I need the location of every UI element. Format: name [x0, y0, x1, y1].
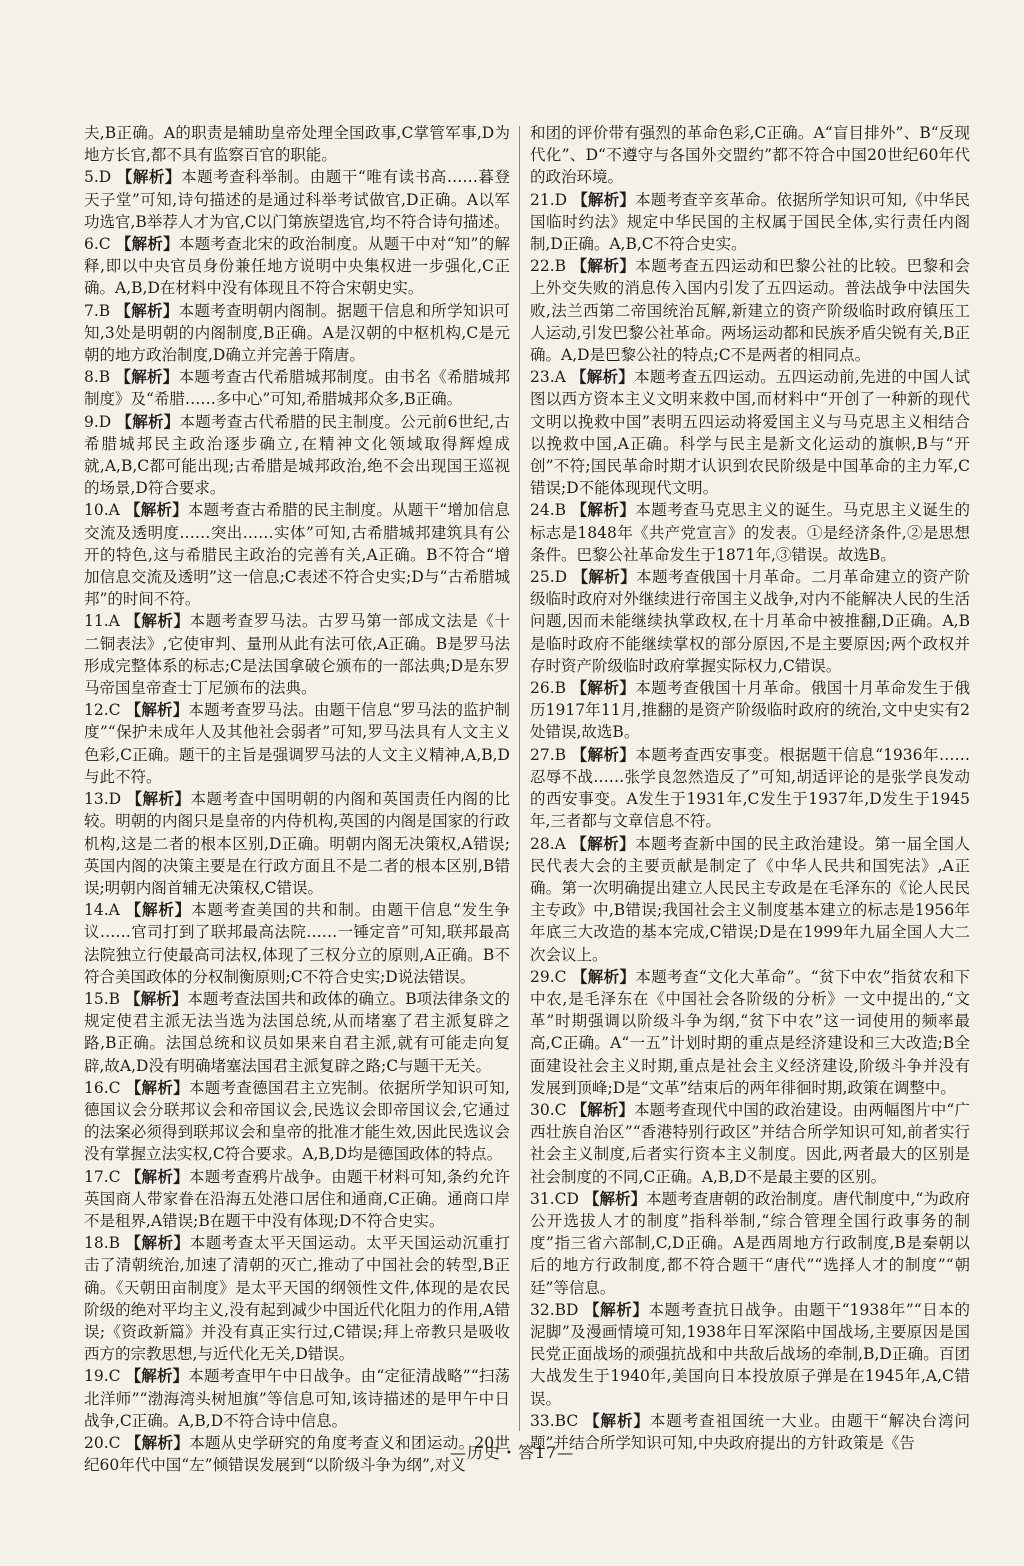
analysis-tag: 【解析】 — [571, 1099, 635, 1119]
column-divider — [519, 126, 520, 1431]
answer-text: 本题考查鸦片战争。由题干材料可知,条约允许英国商人带家眷在沿海五处港口居住和通商,C正确。通商口岸不是租界,A错误;B在题干中没有体现;D不符合史实。 — [84, 1167, 510, 1230]
analysis-tag: 【解析】 — [571, 256, 636, 276]
answer-number: 5.D — [84, 168, 112, 187]
answer-item — [530, 1099, 970, 1188]
analysis-tag: 【解析】 — [124, 500, 188, 520]
analysis-tag: 【解析】 — [571, 367, 635, 387]
answer-number: 16.C — [84, 1078, 121, 1097]
answer-number: 25.D — [530, 568, 568, 587]
analysis-tag: 【解析】 — [116, 411, 180, 431]
answer-text: 本题考查古代希腊城邦制度。由书名《希腊城邦制度》及“希腊……多中心”可知,希腊城邦众多,B正确。 — [84, 368, 510, 409]
answer-item — [84, 233, 510, 300]
page-footer: —历史・答17— — [449, 1443, 575, 1462]
analysis-tag: 【解析】 — [571, 500, 636, 520]
analysis-tag: 【解析】 — [571, 744, 636, 764]
answer-item — [84, 300, 510, 367]
answer-item — [84, 899, 510, 988]
analysis-tag: 【解析】 — [571, 966, 636, 986]
answer-item — [530, 189, 970, 256]
analysis-tag: 【解析】 — [571, 833, 636, 853]
analysis-tag: 【解析】 — [125, 1366, 189, 1386]
analysis-tag: 【解析】 — [572, 189, 636, 209]
analysis-tag: 【解析】 — [125, 988, 188, 1008]
analysis-tag: 【解析】 — [115, 300, 179, 320]
analysis-tag: 【解析】 — [126, 789, 191, 809]
answer-item — [84, 1232, 510, 1365]
answer-text: 夫,B正确。A的职责是辅助皇帝处理全国政事,C掌管军事,D为地方长官,都不具有监察百官的职能。 — [84, 124, 510, 165]
answer-number: 8.B — [84, 368, 111, 387]
answer-text: 本题考查中国明朝的内阁和英国责任内阁的比较。明朝的内阁只是皇帝的内侍机构,英国的内阁是国家的行政机构,这是二者的根本区别,D正确。明朝内阁无决策权,A错误;英国内阁的决策主要是在行政方面且不是二者的根本区别,B错误;明朝内阁首辅无决策权,C错误。 — [84, 790, 510, 897]
answer-text: 本题考查古希腊的民主制度。从题干“增加信息交流及透明度……突出……实体”可知,古希腊城邦建筑具有公开的特色,这与希腊民主政治的完善有关,A正确。B不符合“增加信息交流及透明”这一信息;C表述不符合史实;D与“古希腊城邦”的时间不符。 — [84, 501, 510, 609]
answer-number: 15.B — [84, 989, 121, 1008]
analysis-tag: 【解析】 — [116, 167, 182, 187]
answer-item — [84, 122, 510, 166]
answer-number: 6.C — [84, 235, 111, 254]
answer-number: 13.D — [84, 790, 122, 809]
answer-number: 31.CD — [530, 1189, 579, 1208]
answer-text: 本题考查马克思主义的诞生。马克思主义诞生的标志是1848年《共产党宣言》的发表。①是经济条件,②是思想条件。巴黎公社革命发生于1871年,③错误。故选B。 — [530, 501, 970, 564]
answer-number: 9.D — [84, 412, 112, 431]
answer-text: 本题考查美国的共和制。由题干信息“发生争议……官司打到了联邦最高法院……一锤定音”可知,联邦最高法院独立行使最高司法权,体现了三权分立的原则,A正确。B不符合美国政体的分权制衡原则;C不符合史实;D说法错误。 — [84, 901, 510, 986]
answer-text: 本题考查太平天国运动。太平天国运动沉重打击了清朝统治,加速了清朝的灭亡,推动了中国社会的转型,B正确。《天朝田亩制度》是太平天国的纲领性文件,体现的是农民阶级的绝对平均主义,没有起到减少中国近代化阻力的作用,A错误;《资政新篇》并没有真正实行过,C错误;拜上帝教只是吸收西方的宗教思想,与近代化无关,D错误。 — [84, 1234, 510, 1364]
answer-item — [84, 988, 510, 1077]
answer-item — [84, 1365, 510, 1432]
answer-text: 本题考查明朝内阁制。据题干信息和所学知识可知,3处是明朝的内阁制度,B正确。A是汉朝的中枢机构,C是元朝的地方政治制度,D确立并完善于隋唐。 — [84, 301, 510, 365]
analysis-tag: 【解析】 — [125, 1077, 189, 1097]
answer-text: 本题考查祖国统一大业。由题干“解决台湾问题”并结合所学知识可知,中央政府提出的方针政策是《告 — [530, 1411, 970, 1452]
answer-item — [530, 255, 970, 366]
answer-text: 本题考查“文化大革命”。“贫下中农”指贫农和下中农,是毛泽东在《中国社会各阶级的分析》一文中提出的,“文革”时期强调以阶级斗争为纲,“贫下中农”这一词使用的频率最高,C正确。A“一五”计划时期的重点是经济建设和三大改造;B全面建设社会主义时期,重点是社会主义经济建设,阶级斗争并没有发展到顶峰;D是“文革”结束后的两年徘徊时期,政策在调整中。 — [530, 967, 970, 1097]
analysis-tag: 【解析】 — [115, 234, 179, 254]
answer-text: 本题考查俄国十月革命。俄国十月革命发生于俄历1917年11月,推翻的是资产阶级临时政府的统治,文中史实有2处错误,故选B。 — [530, 679, 970, 742]
answer-text: 本题从史学研究的角度考查义和团运动。20世纪60年代中国“左”倾错误发展到“以阶级斗争为纲”,对义 — [84, 1433, 510, 1475]
analysis-tag: 【解析】 — [583, 1188, 647, 1208]
answer-number: 7.B — [84, 301, 111, 320]
analysis-tag: 【解析】 — [125, 1233, 190, 1253]
left-column — [84, 122, 510, 1476]
analysis-tag: 【解析】 — [584, 1410, 650, 1430]
right-column — [530, 122, 970, 1454]
answer-item — [84, 1077, 510, 1166]
answer-item — [84, 366, 510, 410]
answer-item — [530, 1188, 970, 1299]
answer-item — [530, 677, 970, 744]
answer-number: 17.C — [84, 1167, 121, 1186]
answer-item — [84, 166, 510, 233]
answer-text: 本题考查罗马法。古罗马第一部成文法是《十二铜表法》,它使审判、量刑从此有法可依,A正确。B是罗马法形成完整体系的标志;C是法国拿破仑颁布的一部法典;D是东罗马帝国皇帝查士丁尼颁布的法典。 — [84, 612, 510, 698]
analysis-tag: 【解析】 — [584, 1299, 649, 1319]
answer-text: 本题考查西安事变。根据题干信息“1936年……忍辱不战……张学良忽然造反了”可知,胡适评论的是张学良发动的西安事变。A发生于1931年,C发生于1937年,D发生于1945年,三者都与文章信息不符。 — [530, 745, 970, 831]
answer-number: 11.A — [84, 612, 120, 631]
answer-text: 本题考查唐朝的政治制度。唐代制度中,“为政府公开选拔人才的制度”指科举制,“综合管理全国行政事务的制度”指三省六部制,C,D正确。A是西周地方行政制度,B是秦朝以后的地方行政制度,都不符合题干“唐代”“选择人才的制度”“朝廷”等信息。 — [530, 1189, 970, 1297]
analysis-tag: 【解析】 — [125, 611, 190, 631]
answer-text: 本题考查抗日战争。由题干“1938年”“日本的泥脚”及漫画情境可知,1938年日军深陷中国战场,主要原因是国民党正面战场的顽强抗战和中共敌后战场的牵制,B,D正确。百团大战发生于1940年,美国向日本投放原子弹是在1945年,A,C错误。 — [530, 1300, 970, 1408]
answer-text: 本题考查俄国十月革命。二月革命建立的资产阶级临时政府对外继续进行帝国主义战争,对内不能解决人民的生活问题,因而未能继续执掌政权,在十月革命中被推翻,D正确。A,B是临时政府不能继续掌权的部分原因,不是主要原因;两个政权并存时资产阶级临时政府掌握实际权力,C错误。 — [530, 568, 970, 675]
answer-text: 本题考查甲午中日战争。由“定征清战略”“扫荡北洋师”“渤海湾头树旭旗”等信息可知,该诗描述的是甲午中日战争,C正确。A,B,D不符合诗中信息。 — [84, 1367, 510, 1430]
answer-number: 22.B — [530, 257, 567, 276]
answer-text: 本题考查新中国的民主政治建设。第一届全国人民代表大会的主要贡献是制定了《中华人民共和国宪法》,A正确。第一次明确提出建立人民民主专政是在毛泽东的《论人民民主专政》中,B错误;我国社会主义制度基本建立的标志是1956年年底三大改造的基本完成,C错误;D是在1999年九届全国人大二次会议上。 — [530, 834, 970, 964]
answer-number: 18.B — [84, 1234, 121, 1253]
answer-text: 本题考查辛亥革命。依据所学知识可知,《中华民国临时约法》规定中华民国的主权属于国民全体,实行责任内阁制,D正确。A,B,C不符合史实。 — [530, 190, 970, 254]
answer-item — [530, 366, 970, 499]
answer-text: 本题考查现代中国的政治建设。由两幅图片中“广西壮族自治区”“香港特别行政区”并结合所学知识可知,前者实行社会主义制度,后者实行资本主义制度。因此,两者最大的区别是社会制度的不同,C正确。A,B,D不是最主要的区别。 — [530, 1100, 970, 1186]
answer-item — [530, 744, 970, 833]
answer-item — [84, 1166, 510, 1233]
answer-text: 和团的评价带有强烈的革命色彩,C正确。A“盲目排外”、B“反现代化”、D“不遵守与各国外交盟约”都不符合中国20世纪60年代的政治环境。 — [530, 124, 970, 187]
answer-item — [530, 499, 970, 566]
answer-number: 24.B — [530, 501, 567, 520]
answer-text: 本题考查五四运动。五四运动前,先进的中国人试图以西方资本主义文明来救中国,而材料中“开创了一种新的现代文明以挽救中国”表明五四运动将爱国主义与马克思主义相结合以挽救中国,A正确。科学与民主是新文化运动的旗帜,B与“开创”不符;国民革命时期才认识到农民阶级是中国革命的主力军,C错误;D不能体现现代文明。 — [530, 368, 970, 498]
answer-item — [530, 833, 970, 966]
answer-item — [84, 610, 510, 699]
answer-number: 12.C — [84, 701, 121, 720]
answer-number: 20.C — [84, 1433, 121, 1452]
answer-text: 本题考查北宋的政治制度。从题干中对“知”的解释,即以中央官员身份兼任地方说明中央集权进一步强化,C正确。A,B,D在材料中没有体现且不符合宋朝史实。 — [84, 235, 510, 298]
answer-number: 28.A — [530, 834, 566, 853]
answer-item — [84, 699, 510, 788]
answer-item — [84, 411, 510, 500]
answer-text: 本题考查五四运动和巴黎公社的比较。巴黎和会上外交失败的消息传入国内引发了五四运动。普法战争中法国失败,法兰西第二帝国统治瓦解,新建立的资产阶级临时政府镇压工人运动,引发巴黎公社革命。两场运动都和民族矛盾尖锐有关,B正确。A,D是巴黎公社的特点;C不是两者的相同点。 — [530, 257, 970, 365]
answer-number: 33.BC — [530, 1411, 579, 1430]
answer-number: 29.C — [530, 967, 567, 986]
answer-text: 本题考查古代希腊的民主制度。公元前6世纪,古希腊城邦民主政治逐步确立,在精神文化领域取得辉煌成就,A,B,C都可能出现;古希腊是城邦政治,绝不会出现国王巡视的场景,D符合要求。 — [84, 412, 510, 498]
answer-number: 14.A — [84, 901, 120, 920]
answer-item — [530, 566, 970, 677]
answer-item — [530, 966, 970, 1099]
analysis-tag: 【解析】 — [571, 678, 636, 698]
analysis-tag: 【解析】 — [572, 567, 637, 587]
answer-number: 27.B — [530, 745, 567, 764]
answer-number: 10.A — [84, 501, 120, 520]
answer-text: 本题考查科举制。由题干“唯有读书高……暮登天子堂”可知,诗句描述的是通过科举考试做官,D正确。A以军功选官,B举荐人才为官,C以门第族望选官,均不符合诗句描述。 — [84, 168, 510, 231]
answer-number: 26.B — [530, 679, 567, 698]
answer-text: 本题考查法国共和政体的确立。B项法律条文的规定使君主派无法当选为法国总统,从而堵塞了君主派复辟之路,B正确。法国总统和议员如果来自君主派,就有可能走向复辟,故A,D没有明确堵塞法国君主派复辟之路;C与题干无关。 — [84, 989, 510, 1075]
analysis-tag: 【解析】 — [125, 1166, 189, 1186]
analysis-tag: 【解析】 — [125, 1432, 190, 1452]
analysis-tag: 【解析】 — [125, 900, 192, 920]
answer-item — [84, 788, 510, 899]
analysis-tag: 【解析】 — [115, 367, 179, 387]
analysis-tag: 【解析】 — [125, 700, 189, 720]
answer-text: 本题考查罗马法。由题干信息“罗马法的监护制度”“保护未成年人及其他社会弱者”可知,罗马法具有人文主义色彩,C正确。题干的主旨是强调罗马法的人文主义精神,A,B,D与此不符。 — [84, 701, 510, 786]
answer-item — [84, 499, 510, 610]
answer-item — [530, 1299, 970, 1410]
answer-text: 本题考查德国君主立宪制。依据所学知识可知,德国议会分联邦议会和帝国议会,民选议会即帝国议会,它通过的法案必须得到联邦议会和皇帝的批准才能生效,因此民选议会没有掌握立法实权,C符合要求。A,B,D均是德国政体的特点。 — [84, 1078, 510, 1164]
answer-item — [530, 122, 970, 189]
answer-number: 21.D — [530, 190, 568, 209]
answer-number: 32.BD — [530, 1300, 579, 1319]
answer-number: 23.A — [530, 368, 566, 387]
answer-number: 19.C — [84, 1367, 121, 1386]
answer-number: 30.C — [530, 1100, 567, 1119]
